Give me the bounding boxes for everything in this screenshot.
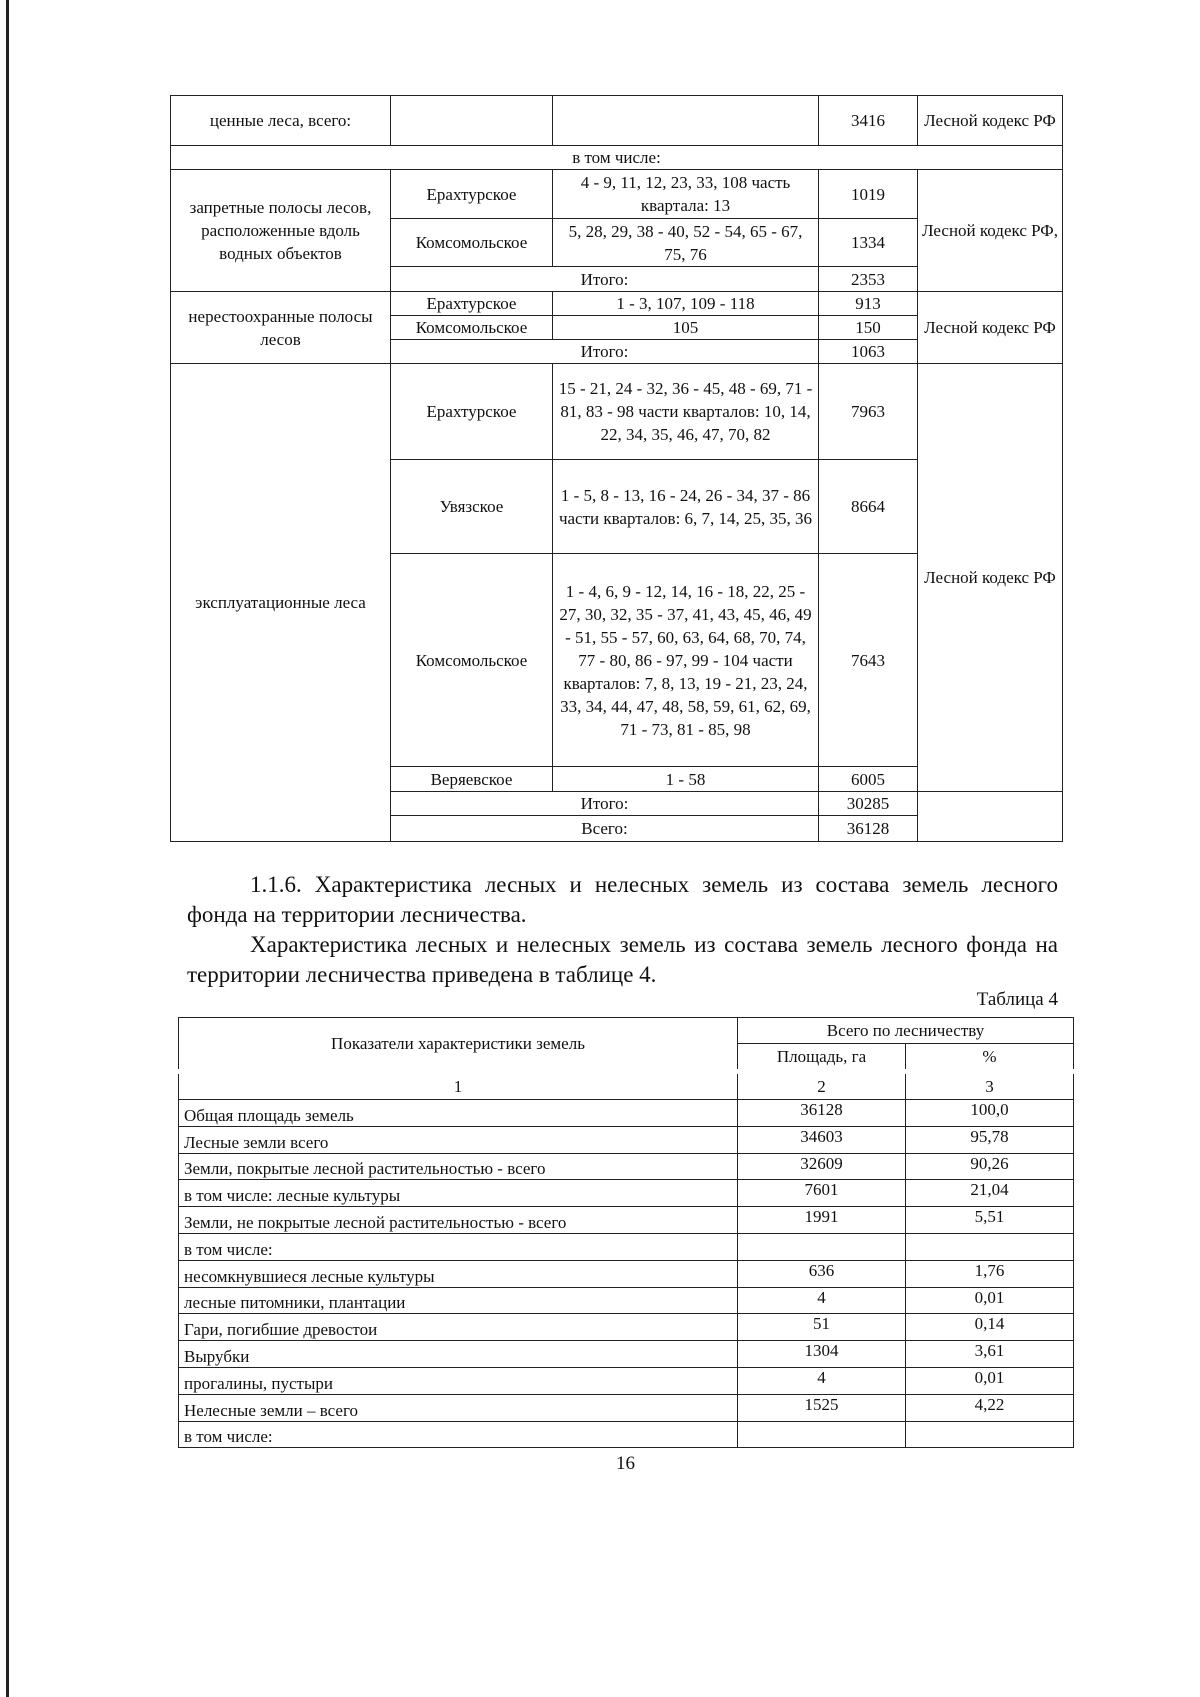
percent-cell: 90,26 (906, 1153, 1074, 1180)
page-number: 16 (616, 1453, 635, 1474)
table-row (179, 1367, 1074, 1394)
percent-cell: 3,61 (906, 1341, 1074, 1368)
indicator-cell: лесные питомники, плантации (179, 1287, 738, 1314)
percent-cell (906, 1233, 1074, 1260)
percent-cell: 1,76 (906, 1260, 1074, 1287)
area-cell (738, 1421, 906, 1448)
percent-cell: 4,22 (906, 1394, 1074, 1421)
section-heading: 1.1.6. Характеристика лесных и нелесных земель из состава земель лесного фонда на территории лесничества. (187, 872, 1058, 927)
district-cell: Ерахтурское (391, 364, 553, 460)
indicator-cell: Земли, покрытые лесной растительностью - всего (179, 1153, 738, 1180)
indicator-cell: Гари, погибшие древостои (179, 1314, 738, 1341)
land-characteristics-table (178, 1017, 1074, 1448)
quarters-cell: 15 - 21, 24 - 32, 36 - 45, 48 - 69, 71 - 81, 83 - 98 части кварталов: 10, 14, 22, 34, 35, 46, 47, 70, 82 (553, 364, 819, 460)
header-percent: % (906, 1044, 1074, 1072)
table-row (179, 1314, 1074, 1341)
area-cell: 7643 (819, 554, 918, 767)
table-row (179, 1100, 1074, 1127)
table-row (179, 1126, 1074, 1153)
district-cell: Увязское (391, 460, 553, 554)
table-row (179, 1207, 1074, 1234)
district-cell: Комсомольское (391, 554, 553, 767)
quarters-cell: 105 (553, 316, 819, 340)
empty-cell (553, 96, 819, 146)
category-cell: эксплуатационные леса (171, 364, 391, 842)
area-cell: 1304 (738, 1341, 906, 1368)
percent-cell: 5,51 (906, 1207, 1074, 1234)
table-row (171, 146, 1063, 170)
indicator-cell: Земли, не покрытые лесной растительностью - всего (179, 1207, 738, 1234)
table-row (179, 1341, 1074, 1368)
area-cell: 34603 (738, 1126, 906, 1153)
quarters-cell: 5, 28, 29, 38 - 40, 52 - 54, 65 - 67, 75, 76 (553, 219, 819, 267)
protective-forests-table (170, 95, 1063, 842)
total-value: 1063 (819, 340, 918, 364)
grand-total-label: Всего: (391, 816, 819, 842)
indicator-cell: в том числе: лесные культуры (179, 1180, 738, 1207)
total-value: 30285 (819, 792, 918, 816)
table-row (179, 1421, 1074, 1448)
table-caption: Таблица 4 (976, 989, 1058, 1010)
table-row (179, 1260, 1074, 1287)
column-number: 3 (906, 1072, 1074, 1100)
quarters-cell: 1 - 5, 8 - 13, 16 - 24, 26 - 34, 37 - 86 части кварталов: 6, 7, 14, 25, 35, 36 (553, 460, 819, 554)
percent-cell: 21,04 (906, 1180, 1074, 1207)
area-cell: 636 (738, 1260, 906, 1287)
indicator-cell: Вырубки (179, 1341, 738, 1368)
quarters-cell: 1 - 3, 107, 109 - 118 (553, 292, 819, 316)
empty-cell (918, 792, 1063, 842)
area-cell: 4 (738, 1287, 906, 1314)
header-group: Всего по лесничеству (738, 1018, 1074, 1044)
area-cell: 36128 (738, 1100, 906, 1127)
table-row (171, 292, 1063, 316)
law-cell: Лесной кодекс РФ (918, 96, 1063, 146)
area-cell: 150 (819, 316, 918, 340)
table-row (171, 364, 1063, 460)
area-cell: 913 (819, 292, 918, 316)
table-row (171, 96, 1063, 146)
table-row (171, 170, 1063, 219)
indicator-cell: в том числе: (179, 1421, 738, 1448)
area-cell: 7601 (738, 1180, 906, 1207)
category-cell: нерестоохранные полосы лесов (171, 292, 391, 364)
area-cell: 8664 (819, 460, 918, 554)
law-cell: Лесной кодекс РФ (918, 292, 1063, 364)
table-row (179, 1394, 1074, 1421)
percent-cell: 100,0 (906, 1100, 1074, 1127)
area-cell: 1991 (738, 1207, 906, 1234)
area-cell: 4 (738, 1367, 906, 1394)
area-cell: 1334 (819, 219, 918, 267)
district-cell: Ерахтурское (391, 292, 553, 316)
table-row (179, 1287, 1074, 1314)
indicator-cell: Общая площадь земель (179, 1100, 738, 1127)
section-paragraph: Характеристика лесных и нелесных земель из состава земель лесного фонда на территории лесничества приведена в таблице 4. (187, 932, 1058, 987)
table-row (179, 1233, 1074, 1260)
area-cell: 1525 (738, 1394, 906, 1421)
law-cell: Лесной кодекс РФ, (918, 170, 1063, 292)
district-cell: Комсомольское (391, 219, 553, 267)
indicator-cell: в том числе: (179, 1233, 738, 1260)
area-cell: 32609 (738, 1153, 906, 1180)
area-cell: 7963 (819, 364, 918, 460)
indicator-cell: Лесные земли всего (179, 1126, 738, 1153)
district-cell: Комсомольское (391, 316, 553, 340)
area-cell: 6005 (819, 767, 918, 792)
column-number: 2 (738, 1072, 906, 1100)
quarters-cell: 4 - 9, 11, 12, 23, 33, 108 часть квартала: 13 (553, 170, 819, 219)
indicator-cell: прогалины, пустыри (179, 1367, 738, 1394)
indicator-cell: несомкнувшиеся лесные культуры (179, 1260, 738, 1287)
total-value: 2353 (819, 267, 918, 292)
column-number-row (179, 1072, 1074, 1100)
table-row (179, 1153, 1074, 1180)
scan-edge-line (6, 0, 9, 1697)
total-label: Итого: (391, 267, 819, 292)
including-cell: в том числе: (171, 146, 1063, 170)
percent-cell: 95,78 (906, 1126, 1074, 1153)
header-row (179, 1018, 1074, 1044)
category-cell: запретные полосы лесов, расположенные вдоль водных объектов (171, 170, 391, 292)
percent-cell (906, 1421, 1074, 1448)
percent-cell: 0,14 (906, 1314, 1074, 1341)
header-indicator: Показатели характеристики земель (179, 1018, 738, 1072)
section-text (187, 870, 1058, 990)
category-cell: ценные леса, всего: (171, 96, 391, 146)
quarters-cell: 1 - 58 (553, 767, 819, 792)
area-cell: 1019 (819, 170, 918, 219)
area-cell (738, 1233, 906, 1260)
column-number: 1 (179, 1072, 738, 1100)
total-label: Итого: (391, 792, 819, 816)
area-cell: 3416 (819, 96, 918, 146)
district-cell: Ерахтурское (391, 170, 553, 219)
quarters-cell: 1 - 4, 6, 9 - 12, 14, 16 - 18, 22, 25 - 27, 30, 32, 35 - 37, 41, 43, 45, 46, 49 - 51, 55 - 57, 60, 63, 64, 68, 70, 74, 77 - 80, 86 - 97, 99 - 104 части кварталов: 7, 8, 13, 19 - 21, 23, 24, 33, 34, 44, 47, 48, 58, 59, 61, 62, 69, 71 - 73, 81 - 85, 98 (553, 554, 819, 767)
table-row (179, 1180, 1074, 1207)
law-cell: Лесной кодекс РФ (918, 364, 1063, 792)
indicator-cell: Нелесные земли – всего (179, 1394, 738, 1421)
district-cell: Веряевское (391, 767, 553, 792)
percent-cell: 0,01 (906, 1367, 1074, 1394)
area-cell: 51 (738, 1314, 906, 1341)
total-label: Итого: (391, 340, 819, 364)
header-area: Площадь, га (738, 1044, 906, 1072)
empty-cell (391, 96, 553, 146)
percent-cell: 0,01 (906, 1287, 1074, 1314)
grand-total-value: 36128 (819, 816, 918, 842)
